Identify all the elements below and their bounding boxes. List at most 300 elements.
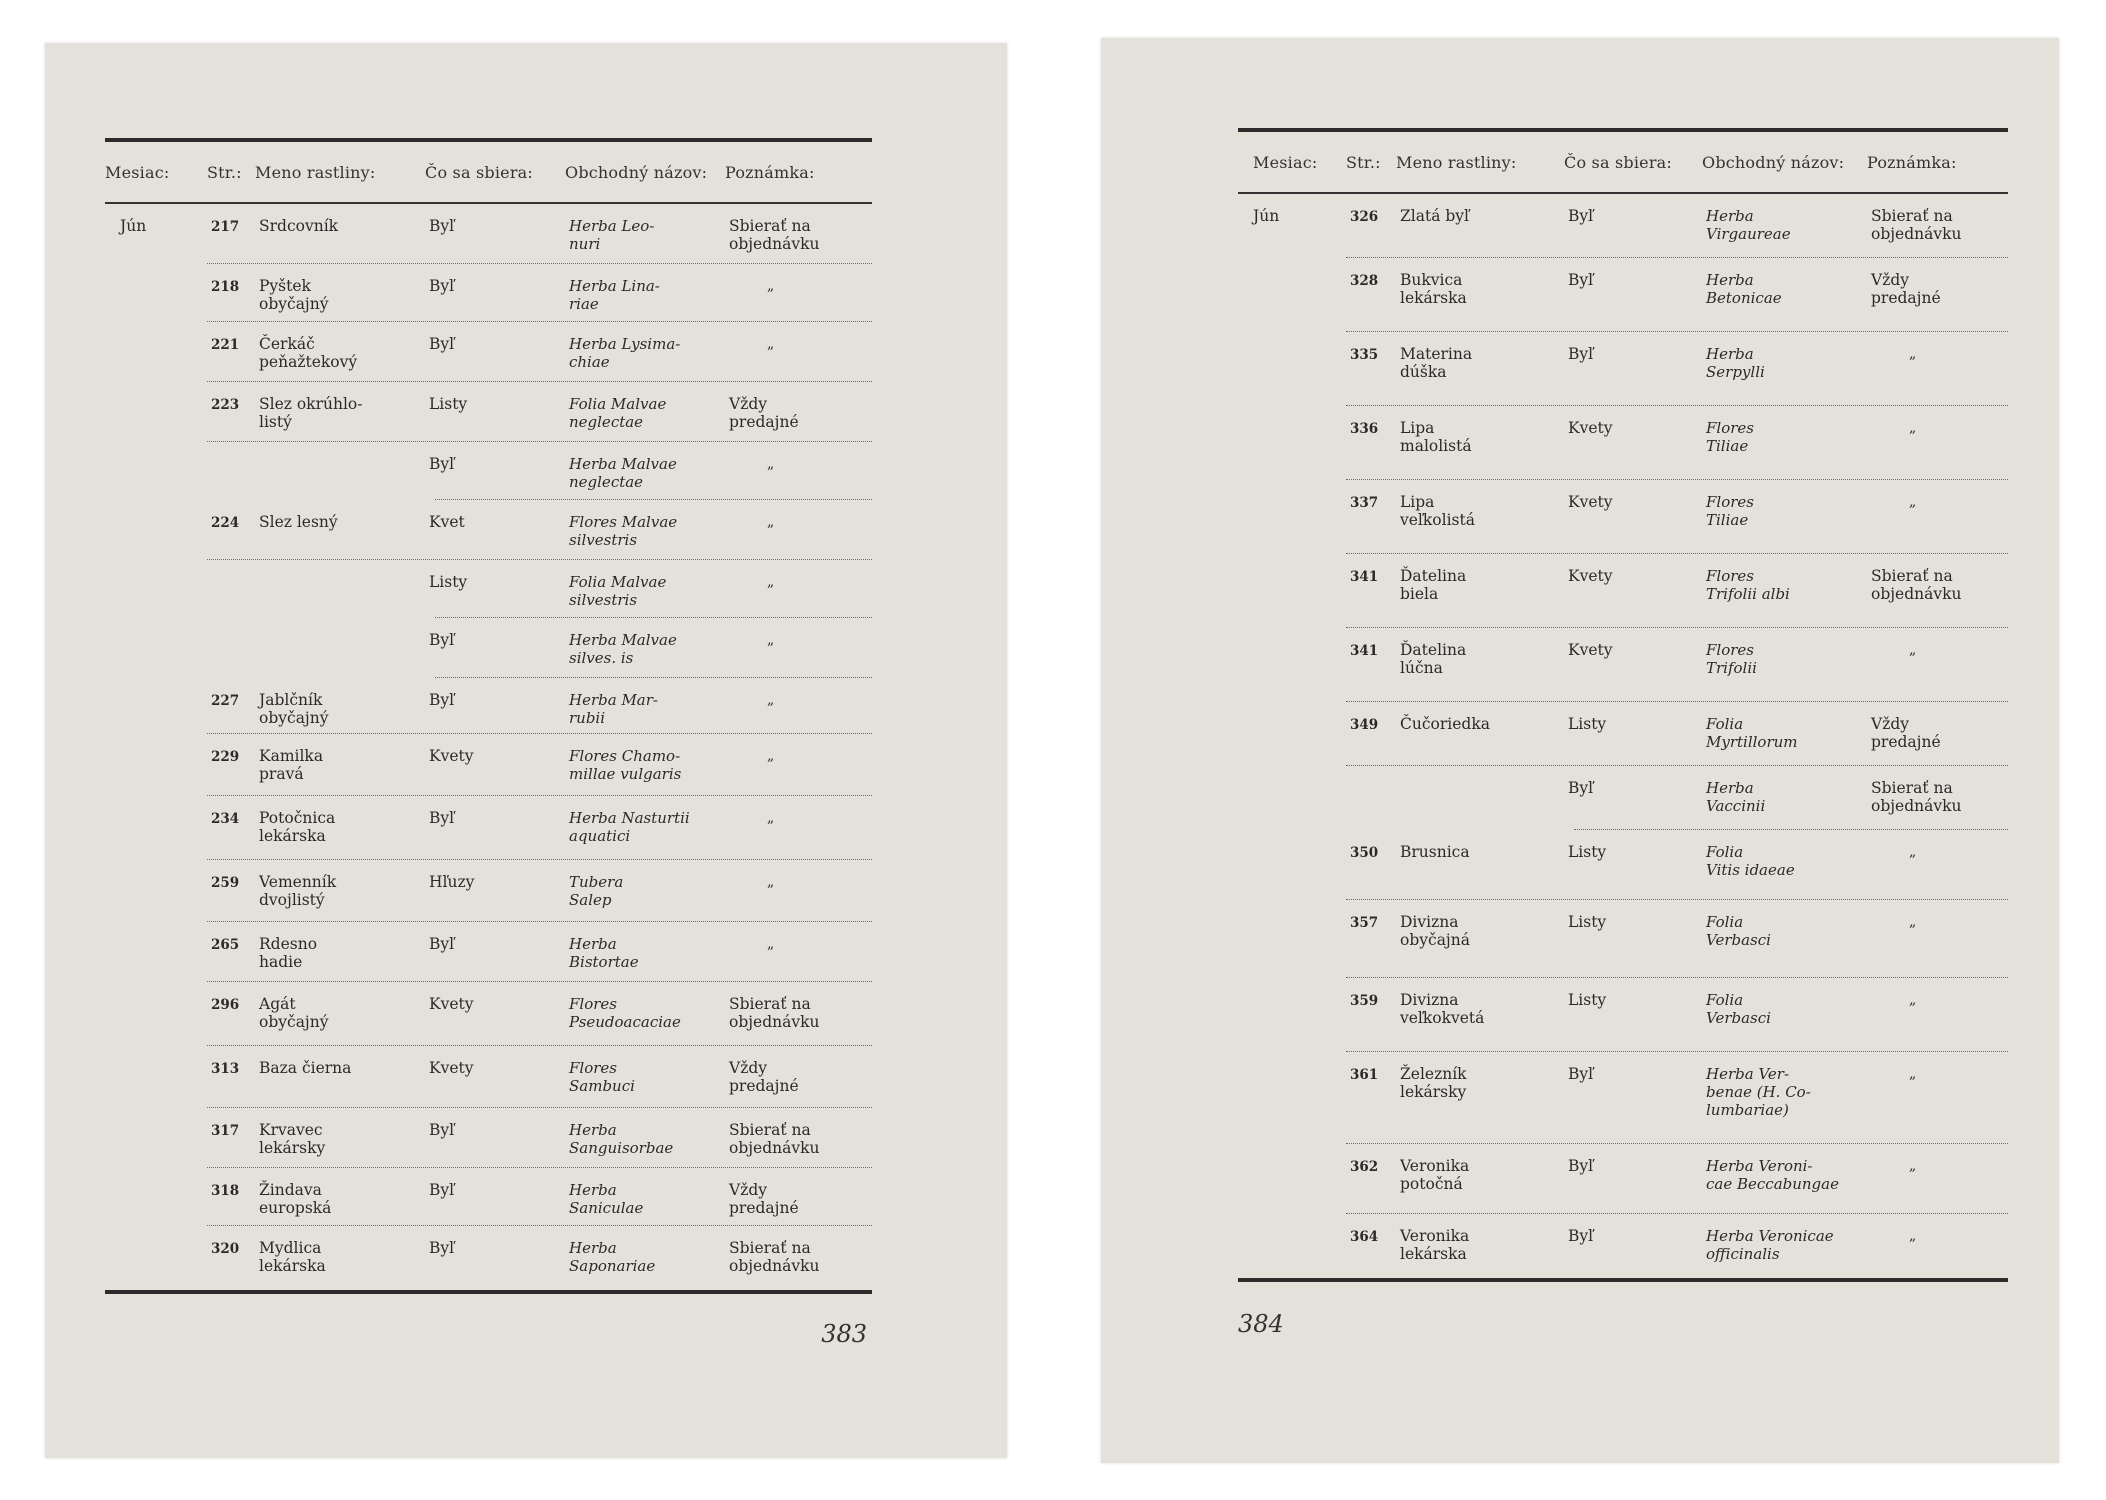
poznamka-line: Sbierať na xyxy=(1871,779,1953,797)
cell-obchodny xyxy=(565,809,725,845)
obchodny-line: neglectae xyxy=(569,413,644,431)
poznamka-line: Vždy xyxy=(1871,715,1910,733)
cell-str: 224 xyxy=(211,515,240,531)
obchodny-line: Herba Ver- xyxy=(1706,1065,1790,1083)
table-row xyxy=(105,442,872,500)
cell-meno xyxy=(1396,991,1564,1027)
meno-line: Jablčník xyxy=(259,691,323,709)
cell-str: 217 xyxy=(211,219,240,235)
meno-line: Čučoriedka xyxy=(1400,715,1490,733)
poznamka-line: „ xyxy=(1909,914,1917,930)
cell-obchodny xyxy=(1702,345,1867,381)
poznamka-line: predajné xyxy=(729,1199,799,1217)
cell-co: Byľ xyxy=(1568,1065,1594,1083)
poznamka-line: „ xyxy=(1909,844,1917,860)
poznamka-line: objednávku xyxy=(729,235,820,253)
cell-str: 359 xyxy=(1350,993,1379,1009)
obchodny-line: Verbasci xyxy=(1706,931,1771,949)
poznamka-line: objednávku xyxy=(1871,585,1962,603)
obchodny-line: Herba xyxy=(1706,207,1754,225)
obchodny-line: Herba xyxy=(569,1181,617,1199)
table-row xyxy=(105,922,872,982)
cell-co: Kvety xyxy=(1568,641,1613,659)
table-row xyxy=(105,500,872,560)
obchodny-line: Flores Chamo- xyxy=(569,747,681,765)
obchodny-line: Herba xyxy=(569,1121,617,1139)
poznamka-line: Sbierať na xyxy=(1871,567,1953,585)
cell-co: Listy xyxy=(429,395,468,413)
cell-poznamka xyxy=(1867,207,2008,243)
cell-str: 320 xyxy=(211,1241,240,1257)
obchodny-line: Bistortae xyxy=(569,953,639,971)
cell-poznamka xyxy=(725,1059,872,1095)
obchodny-line: Myrtillorum xyxy=(1706,733,1798,751)
obchodny-line: Betonicae xyxy=(1706,289,1782,307)
header-meno: Meno rastliny: xyxy=(1396,152,1517,172)
cell-co: Kvety xyxy=(429,1059,474,1077)
obchodny-line: Flores xyxy=(1706,641,1754,659)
poznamka-line: predajné xyxy=(1871,733,1941,751)
cell-meno xyxy=(1396,1227,1564,1263)
cell-co: Kvety xyxy=(429,995,474,1013)
cell-obchodny xyxy=(565,1239,725,1275)
poznamka-line: „ xyxy=(767,810,775,826)
table-row xyxy=(105,1108,872,1168)
meno-line: Ďatelina xyxy=(1400,641,1467,659)
poznamka-line: Sbierať na xyxy=(729,217,811,235)
table-row xyxy=(1238,1214,2008,1278)
obchodny-line: aquatici xyxy=(569,827,631,845)
cell-poznamka xyxy=(725,1121,872,1157)
cell-co: Byľ xyxy=(1568,271,1594,289)
meno-line: listý xyxy=(259,413,292,431)
cell-poznamka xyxy=(725,747,872,765)
cell-meno xyxy=(1396,345,1564,381)
meno-line: Lipa xyxy=(1400,493,1435,511)
poznamka-line: „ xyxy=(1909,1228,1917,1244)
cell-obchodny xyxy=(1702,419,1867,455)
cell-poznamka xyxy=(725,455,872,473)
obchodny-line: Flores xyxy=(1706,493,1754,511)
cell-co: Kvety xyxy=(429,747,474,765)
cell-meno xyxy=(255,1239,425,1275)
right-page xyxy=(1101,38,2059,1463)
cell-obchodny xyxy=(565,747,725,783)
obchodny-line: silves. is xyxy=(569,649,634,667)
cell-str: 218 xyxy=(211,279,240,295)
cell-obchodny xyxy=(1702,991,1867,1027)
meno-line: Divizna xyxy=(1400,913,1459,931)
meno-line: lekársky xyxy=(1400,1083,1467,1101)
poznamka-line: „ xyxy=(767,692,775,708)
cell-str: 349 xyxy=(1350,717,1379,733)
cell-obchodny xyxy=(565,335,725,371)
table-row xyxy=(1238,628,2008,702)
bottom-rule xyxy=(105,1290,872,1294)
obchodny-line: Flores xyxy=(1706,419,1754,437)
cell-co: Byľ xyxy=(429,217,455,235)
page-number: 383 xyxy=(821,1320,867,1348)
obchodny-line: Tubera xyxy=(569,873,624,891)
meno-line: Pyštek xyxy=(259,277,311,295)
table-row xyxy=(105,618,872,678)
table-row xyxy=(105,1226,872,1290)
meno-line: pravá xyxy=(259,765,304,783)
bottom-rule xyxy=(1238,1278,2008,1282)
cell-str: 357 xyxy=(1350,915,1379,931)
poznamka-line: predajné xyxy=(1871,289,1941,307)
cell-obchodny xyxy=(565,573,725,609)
meno-line: Brusnica xyxy=(1400,843,1470,861)
table-row xyxy=(105,982,872,1046)
cell-poznamka xyxy=(725,935,872,953)
poznamka-line: predajné xyxy=(729,1077,799,1095)
cell-str: 362 xyxy=(1350,1159,1379,1175)
cell-str: 364 xyxy=(1350,1229,1379,1245)
cell-str: 337 xyxy=(1350,495,1379,511)
poznamka-line: „ xyxy=(1909,1158,1917,1174)
poznamka-line: „ xyxy=(1909,494,1917,510)
obchodny-line: Herba xyxy=(1706,345,1754,363)
cell-poznamka xyxy=(725,1181,872,1217)
cell-poznamka xyxy=(1867,1065,2008,1083)
poznamka-line: „ xyxy=(767,748,775,764)
obchodny-line: Herba Mar- xyxy=(569,691,658,709)
poznamka-line: „ xyxy=(1909,642,1917,658)
meno-line: Divizna xyxy=(1400,991,1459,1009)
cell-poznamka xyxy=(725,995,872,1031)
cell-obchodny xyxy=(565,395,725,431)
poznamka-line: „ xyxy=(1909,346,1917,362)
cell-obchodny xyxy=(1702,493,1867,529)
cell-meno xyxy=(1396,1065,1564,1101)
meno-line: Rdesno xyxy=(259,935,318,953)
cell-co: Kvety xyxy=(1568,493,1613,511)
cell-co: Listy xyxy=(1568,843,1607,861)
cell-meno xyxy=(255,335,425,371)
table-row xyxy=(105,678,872,734)
meno-line: veľkolistá xyxy=(1400,511,1475,529)
cell-obchodny xyxy=(1702,843,1867,879)
header-str: Str.: xyxy=(1346,152,1381,172)
cell-obchodny xyxy=(565,1059,725,1095)
cell-meno xyxy=(255,691,425,727)
cell-str: 229 xyxy=(211,749,240,765)
cell-meno xyxy=(1396,271,1564,307)
cell-mesiac: Jún xyxy=(1253,207,1280,225)
cell-obchodny xyxy=(1702,779,1867,815)
poznamka-line: objednávku xyxy=(729,1013,820,1031)
poznamka-line: objednávku xyxy=(1871,225,1962,243)
table-row xyxy=(1238,1052,2008,1144)
cell-str: 328 xyxy=(1350,273,1379,289)
cell-co: Listy xyxy=(1568,913,1607,931)
obchodny-line: Serpylli xyxy=(1706,363,1765,381)
cell-str: 265 xyxy=(211,937,240,953)
meno-line: veľkokvetá xyxy=(1400,1009,1485,1027)
cell-meno xyxy=(1396,1157,1564,1193)
meno-line: Bukvica xyxy=(1400,271,1463,289)
poznamka-line: Sbierať na xyxy=(729,1239,811,1257)
cell-co: Listy xyxy=(1568,991,1607,1009)
obchodny-line: Folia Malvae xyxy=(569,395,667,413)
obchodny-line: Folia xyxy=(1706,913,1744,931)
meno-line: Potočnica xyxy=(259,809,336,827)
meno-line: biela xyxy=(1400,585,1439,603)
obchodny-line: chiae xyxy=(569,353,610,371)
cell-meno xyxy=(1396,207,1564,225)
cell-str: 296 xyxy=(211,997,240,1013)
meno-line: Mydlica xyxy=(259,1239,322,1257)
cell-str: 234 xyxy=(211,811,240,827)
header-obchodny: Obchodný názov: xyxy=(1702,152,1845,172)
cell-obchodny xyxy=(1702,271,1867,307)
left-page xyxy=(45,43,1007,1458)
meno-line: lekárska xyxy=(1400,289,1467,307)
cell-meno xyxy=(255,395,425,431)
cell-co: Listy xyxy=(1568,715,1607,733)
cell-co: Byľ xyxy=(429,1181,455,1199)
meno-line: Veronika xyxy=(1400,1157,1470,1175)
meno-line: lekárska xyxy=(259,827,326,845)
meno-line: Veronika xyxy=(1400,1227,1470,1245)
meno-line: lekárska xyxy=(259,1257,326,1275)
poznamka-line: „ xyxy=(767,456,775,472)
meno-line: potočná xyxy=(1400,1175,1463,1193)
poznamka-line: Sbierať na xyxy=(729,1121,811,1139)
cell-poznamka xyxy=(725,631,872,649)
obchodny-line: nuri xyxy=(569,235,601,253)
cell-meno xyxy=(1396,641,1564,677)
page-number: 384 xyxy=(1238,1310,1284,1338)
cell-poznamka xyxy=(1867,991,2008,1009)
obchodny-line: silvestris xyxy=(569,531,638,549)
obchodny-line: Saniculae xyxy=(569,1199,644,1217)
cell-co: Byľ xyxy=(1568,345,1594,363)
cell-co: Byľ xyxy=(429,455,455,473)
table-row xyxy=(1238,702,2008,766)
obchodny-line: Herba Veroni- xyxy=(1706,1157,1813,1175)
obchodny-line: Folia Malvae xyxy=(569,573,667,591)
cell-obchodny xyxy=(1702,913,1867,949)
cell-meno xyxy=(1396,913,1564,949)
poznamka-line: „ xyxy=(767,514,775,530)
header-obchodny: Obchodný názov: xyxy=(565,162,708,182)
cell-str: 326 xyxy=(1350,209,1379,225)
cell-co: Listy xyxy=(429,573,468,591)
cell-str: 318 xyxy=(211,1183,240,1199)
cell-obchodny xyxy=(565,1181,725,1217)
poznamka-line: Vždy xyxy=(1871,271,1910,289)
poznamka-line: „ xyxy=(767,278,775,294)
poznamka-line: Sbierať na xyxy=(1871,207,1953,225)
cell-poznamka xyxy=(725,277,872,295)
meno-line: dvojlistý xyxy=(259,891,325,909)
cell-poznamka xyxy=(1867,779,2008,815)
obchodny-line: Herba Leo- xyxy=(569,217,655,235)
obchodny-line: Tiliae xyxy=(1706,437,1749,455)
meno-line: peňažtekový xyxy=(259,353,358,371)
cell-co: Byľ xyxy=(429,1121,455,1139)
table-row xyxy=(1238,1144,2008,1214)
obchodny-line: Herba Malvae xyxy=(569,455,677,473)
cell-obchodny xyxy=(565,873,725,909)
meno-line: europská xyxy=(259,1199,332,1217)
cell-str xyxy=(207,455,255,456)
cell-poznamka xyxy=(1867,913,2008,931)
meno-line: Slez okrúhlo- xyxy=(259,395,363,413)
meno-line: obyčajný xyxy=(259,709,329,727)
obchodny-line: cae Beccabungae xyxy=(1706,1175,1839,1193)
table-row xyxy=(1238,194,2008,258)
obchodny-line: Flores Malvae xyxy=(569,513,678,531)
table-header xyxy=(1238,132,2008,192)
table-row xyxy=(1238,258,2008,332)
meno-line: lekársky xyxy=(259,1139,326,1157)
meno-line: lekárska xyxy=(1400,1245,1467,1263)
poznamka-line: Vždy xyxy=(729,395,768,413)
obchodny-line: Vitis idaeae xyxy=(1706,861,1795,879)
meno-line: malolistá xyxy=(1400,437,1472,455)
table-body xyxy=(105,204,872,1290)
poznamka-line: „ xyxy=(1909,1066,1917,1082)
table-row xyxy=(1238,766,2008,830)
cell-meno xyxy=(1396,715,1564,733)
meno-line: Slez lesný xyxy=(259,513,338,531)
cell-mesiac: Jún xyxy=(120,217,147,235)
cell-obchodny xyxy=(565,691,725,727)
cell-poznamka xyxy=(725,335,872,353)
cell-poznamka xyxy=(725,1239,872,1275)
obchodny-line: neglectae xyxy=(569,473,644,491)
cell-co: Byľ xyxy=(429,631,455,649)
obchodny-line: Pseudoacaciae xyxy=(569,1013,681,1031)
meno-line: lúčna xyxy=(1400,659,1443,677)
obchodny-line: Trifolii xyxy=(1706,659,1757,677)
cell-str: 350 xyxy=(1350,845,1379,861)
obchodny-line: Herba Veronicae xyxy=(1706,1227,1834,1245)
meno-line: dúška xyxy=(1400,363,1447,381)
table-row xyxy=(1238,406,2008,480)
cell-str: 336 xyxy=(1350,421,1379,437)
cell-poznamka xyxy=(725,573,872,591)
cell-co: Byľ xyxy=(1568,207,1594,225)
table-row xyxy=(105,734,872,796)
obchodny-line: Folia xyxy=(1706,715,1744,733)
obchodny-line: Herba Malvae xyxy=(569,631,677,649)
poznamka-line: objednávku xyxy=(729,1257,820,1275)
header-str: Str.: xyxy=(207,162,242,182)
left-table xyxy=(105,138,872,1294)
cell-co: Kvety xyxy=(1568,419,1613,437)
obchodny-line: millae vulgaris xyxy=(569,765,682,783)
poznamka-line: objednávku xyxy=(1871,797,1962,815)
obchodny-line: Herba Lysima- xyxy=(569,335,681,353)
cell-poznamka xyxy=(1867,641,2008,659)
poznamka-line: predajné xyxy=(729,413,799,431)
obchodny-line: Herba xyxy=(1706,271,1754,289)
obchodny-line: Herba xyxy=(569,1239,617,1257)
cell-co: Byľ xyxy=(429,277,455,295)
header-meno: Meno rastliny: xyxy=(255,162,376,182)
table-body xyxy=(1238,194,2008,1278)
table-row xyxy=(105,1046,872,1108)
cell-str xyxy=(207,631,255,632)
cell-meno xyxy=(255,217,425,235)
cell-poznamka xyxy=(1867,1157,2008,1175)
header-poznamka: Poznámka: xyxy=(1867,152,1957,172)
cell-str: 341 xyxy=(1350,643,1379,659)
obchodny-line: Folia xyxy=(1706,843,1744,861)
cell-str: 259 xyxy=(211,875,240,891)
obchodny-line: benae (H. Co- xyxy=(1706,1083,1811,1101)
obchodny-line: Flores xyxy=(569,1059,617,1077)
cell-poznamka xyxy=(725,809,872,827)
obchodny-line: Virgaureae xyxy=(1706,225,1791,243)
meno-line: Krvavec xyxy=(259,1121,323,1139)
cell-co: Byľ xyxy=(429,1239,455,1257)
obchodny-line: Verbasci xyxy=(1706,1009,1771,1027)
obchodny-line: Herba xyxy=(1706,779,1754,797)
table-row xyxy=(105,264,872,322)
cell-obchodny xyxy=(565,935,725,971)
cell-meno xyxy=(255,995,425,1031)
cell-meno xyxy=(255,935,425,971)
header-co: Čo sa sbiera: xyxy=(425,162,534,182)
obchodny-line: Folia xyxy=(1706,991,1744,1009)
obchodny-line: Herba xyxy=(569,935,617,953)
table-row xyxy=(1238,480,2008,554)
cell-meno xyxy=(255,809,425,845)
poznamka-line: Vždy xyxy=(729,1059,768,1077)
cell-str: 341 xyxy=(1350,569,1379,585)
cell-poznamka xyxy=(1867,419,2008,437)
cell-obchodny xyxy=(1702,1157,1867,1193)
poznamka-line: „ xyxy=(767,936,775,952)
poznamka-line: „ xyxy=(767,336,775,352)
cell-meno xyxy=(1396,419,1564,455)
cell-co: Byľ xyxy=(429,691,455,709)
cell-co: Kvet xyxy=(429,513,465,531)
table-row xyxy=(1238,978,2008,1052)
cell-meno xyxy=(255,747,425,783)
cell-meno xyxy=(255,1121,425,1157)
cell-str xyxy=(207,573,255,574)
cell-poznamka xyxy=(1867,271,2008,307)
header-co: Čo sa sbiera: xyxy=(1564,152,1673,172)
obchodny-line: silvestris xyxy=(569,591,638,609)
table-header xyxy=(105,142,872,202)
meno-line: Žindava xyxy=(259,1181,322,1199)
meno-line: Lipa xyxy=(1400,419,1435,437)
obchodny-line: Sanguisorbae xyxy=(569,1139,674,1157)
meno-line: Baza čierna xyxy=(259,1059,352,1077)
cell-co: Byľ xyxy=(429,809,455,827)
cell-co: Byľ xyxy=(1568,1227,1594,1245)
cell-obchodny xyxy=(565,1121,725,1157)
table-row xyxy=(105,322,872,382)
poznamka-line: Vždy xyxy=(729,1181,768,1199)
cell-poznamka xyxy=(725,691,872,709)
obchodny-line: Saponariae xyxy=(569,1257,656,1275)
cell-obchodny xyxy=(1702,207,1867,243)
header-poznamka: Poznámka: xyxy=(725,162,815,182)
table-row xyxy=(105,796,872,860)
cell-co: Kvety xyxy=(1568,567,1613,585)
cell-poznamka xyxy=(1867,345,2008,363)
meno-line: obyčajná xyxy=(1400,931,1470,949)
cell-co: Byľ xyxy=(429,335,455,353)
